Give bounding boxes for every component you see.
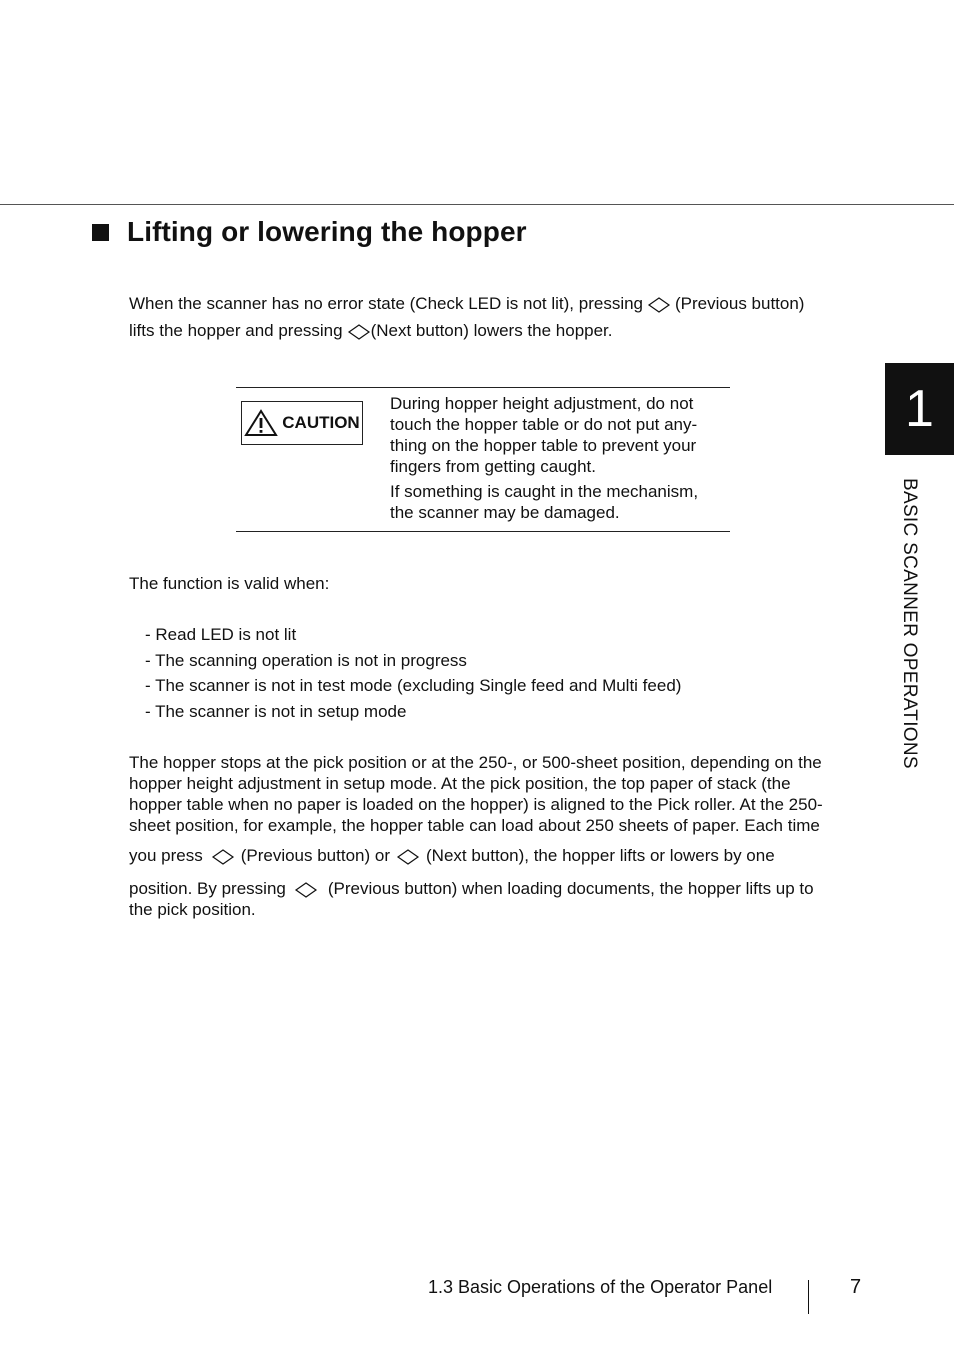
intro-text: lifts the hopper and pressing (129, 321, 343, 340)
list-item: - The scanning operation is not in progress (145, 651, 467, 670)
caution-line: the scanner may be damaged. (390, 503, 620, 522)
intro-line-2 (129, 320, 613, 341)
header-rule (0, 204, 954, 205)
list-item: - Read LED is not lit (145, 625, 297, 644)
body-line: The hopper stops at the pick position or at the 250-, or 500-sheet position, depending on the (129, 753, 822, 772)
body-line: the pick position. (129, 900, 256, 919)
page-number: 7 (850, 1276, 862, 1298)
caution-line: touch the hopper table or do not put any- (390, 415, 698, 434)
body-text: (Previous button) when loading documents, the hopper lifts up to (327, 879, 814, 898)
footer-divider (808, 1280, 809, 1314)
body-text: (Next button), the hopper lifts or lowers by one (426, 846, 775, 865)
footer-section-label: 1.3 Basic Operations of the Operator Panel (428, 1277, 773, 1297)
chapter-title: BASIC SCANNER OPERATIONS (899, 478, 920, 769)
intro-text: (Previous button) (675, 294, 805, 313)
caution-label: CAUTION (282, 413, 360, 432)
caution-line: If something is caught in the mechanism, (390, 482, 699, 501)
intro-text: When the scanner has no error state (Check LED is not lit), pressing (129, 294, 644, 313)
body-line (129, 878, 814, 899)
body-line: hopper table when no paper is loaded on the hopper) is aligned to the Pick roller. At the 250- (129, 795, 823, 814)
caution-table (236, 387, 730, 532)
intro-line-1 (129, 293, 804, 314)
chapter-number: 1 (905, 380, 934, 438)
body-line: hopper height adjustment in setup mode. At the pick position, the top paper of stack (the (129, 774, 791, 793)
caution-line: fingers from getting caught. (390, 457, 597, 476)
chapter-tab (885, 363, 954, 455)
validity-lead: The function is valid when: (129, 574, 330, 593)
caution-paragraph-2 (390, 481, 720, 523)
caution-paragraph-1 (390, 393, 720, 477)
previous-button-icon (294, 882, 318, 898)
next-button-icon (396, 849, 420, 865)
caution-badge (241, 401, 363, 445)
intro-text: (Next button) lowers the hopper. (370, 321, 613, 340)
previous-button-icon (211, 849, 235, 865)
warning-triangle-icon (244, 409, 278, 437)
previous-button-icon (647, 297, 671, 313)
caution-line: During hopper height adjustment, do not (390, 394, 694, 413)
caution-line: thing on the hopper table to prevent your (390, 436, 697, 455)
body-line (129, 845, 775, 866)
body-text: (Previous button) or (240, 846, 390, 865)
list-item: - The scanner is not in test mode (excluding Single feed and Multi feed) (145, 676, 682, 695)
next-button-icon (347, 324, 371, 340)
body-text: position. By pressing (129, 879, 286, 898)
section-title: Lifting or lowering the hopper (127, 216, 527, 247)
section-heading (92, 212, 527, 252)
body-line: sheet position, for example, the hopper table can load about 250 sheets of paper. Each time (129, 816, 820, 835)
list-item: - The scanner is not in setup mode (145, 702, 407, 721)
body-text: you press (129, 846, 203, 865)
heading-square-bullet (92, 224, 109, 241)
